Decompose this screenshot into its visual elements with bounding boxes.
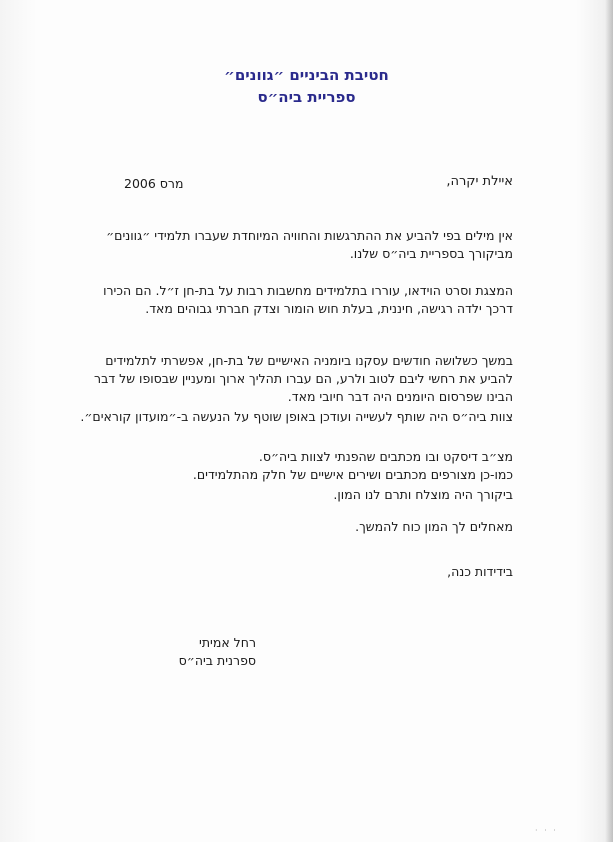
paragraph-line: כמו-כן מצורפים מכתבים ושירים אישיים של חלק מהתלמידים. (192, 467, 513, 482)
paragraph-1 (106, 227, 513, 263)
paragraph-line: מצ״ב דיסקט ובו מכתבים שהפנתי לצוות ביה״ס. (258, 449, 513, 464)
paragraph-2 (103, 282, 513, 318)
letter-greeting: איילת יקרה, (446, 174, 513, 189)
letterhead-library-name: ספריית ביה״ס (257, 88, 356, 106)
paragraph-7 (355, 518, 513, 536)
paragraph-line: במשך כשלושה חודשים עסקנו ביומניה האישיים של בת-חן, אפשרתי לתלמידים (105, 353, 513, 368)
letter-closing: בידידות כנה, (447, 564, 513, 579)
signature-title: ספרנית ביה״ס (178, 653, 256, 668)
paragraph-line: מאחלים לך המון כוח להמשך. (355, 519, 513, 534)
paragraph-line: אין מילים בפי להביע את ההתרגשות והחוויה המיוחדת שעברו תלמידי ״גוונים״ (106, 228, 513, 243)
paragraph-6 (333, 486, 513, 504)
signature-name: רחל אמיתי (199, 635, 256, 650)
paragraph-line: המצגת וסרט הוידאו, עוררו בתלמידים מחשבות רבות על בת-חן ז״ל. הם הכירו (103, 283, 513, 298)
paragraph-line: מביקורך בספריית ביה״ס שלנו. (349, 246, 513, 261)
paragraph-line: להביע את רחשי ליבם לטוב ולרע, הם עברו תהליך ארוך ומעניין שבסופו של דבר (94, 371, 513, 386)
paragraph-line: צוות ביה״ס היה שותף לעשייה ועודכן באופן שוטף על הנעשה ב-״מועדון קוראים״. (80, 409, 513, 424)
scan-specks: · · · (535, 826, 558, 835)
paragraph-5 (193, 448, 513, 484)
scan-edge-shadow (605, 0, 613, 842)
paragraph-line: דרכך ילדה רגישה, חיננית, בעלת חוש הומור וצדק חברתי גבוהים מאד. (145, 301, 513, 316)
letter-date: מרס 2006 (124, 176, 184, 191)
paragraph-3 (94, 352, 513, 406)
paragraph-4 (80, 408, 513, 426)
paragraph-line: הבינו שפרסום היומנים היה דבר חיובי מאד. (287, 389, 513, 404)
paragraph-line: ביקורך היה מוצלח ותרם לנו המון. (333, 487, 513, 502)
letterhead-school-name: חטיבת הביניים ״גוונים״ (224, 66, 389, 84)
